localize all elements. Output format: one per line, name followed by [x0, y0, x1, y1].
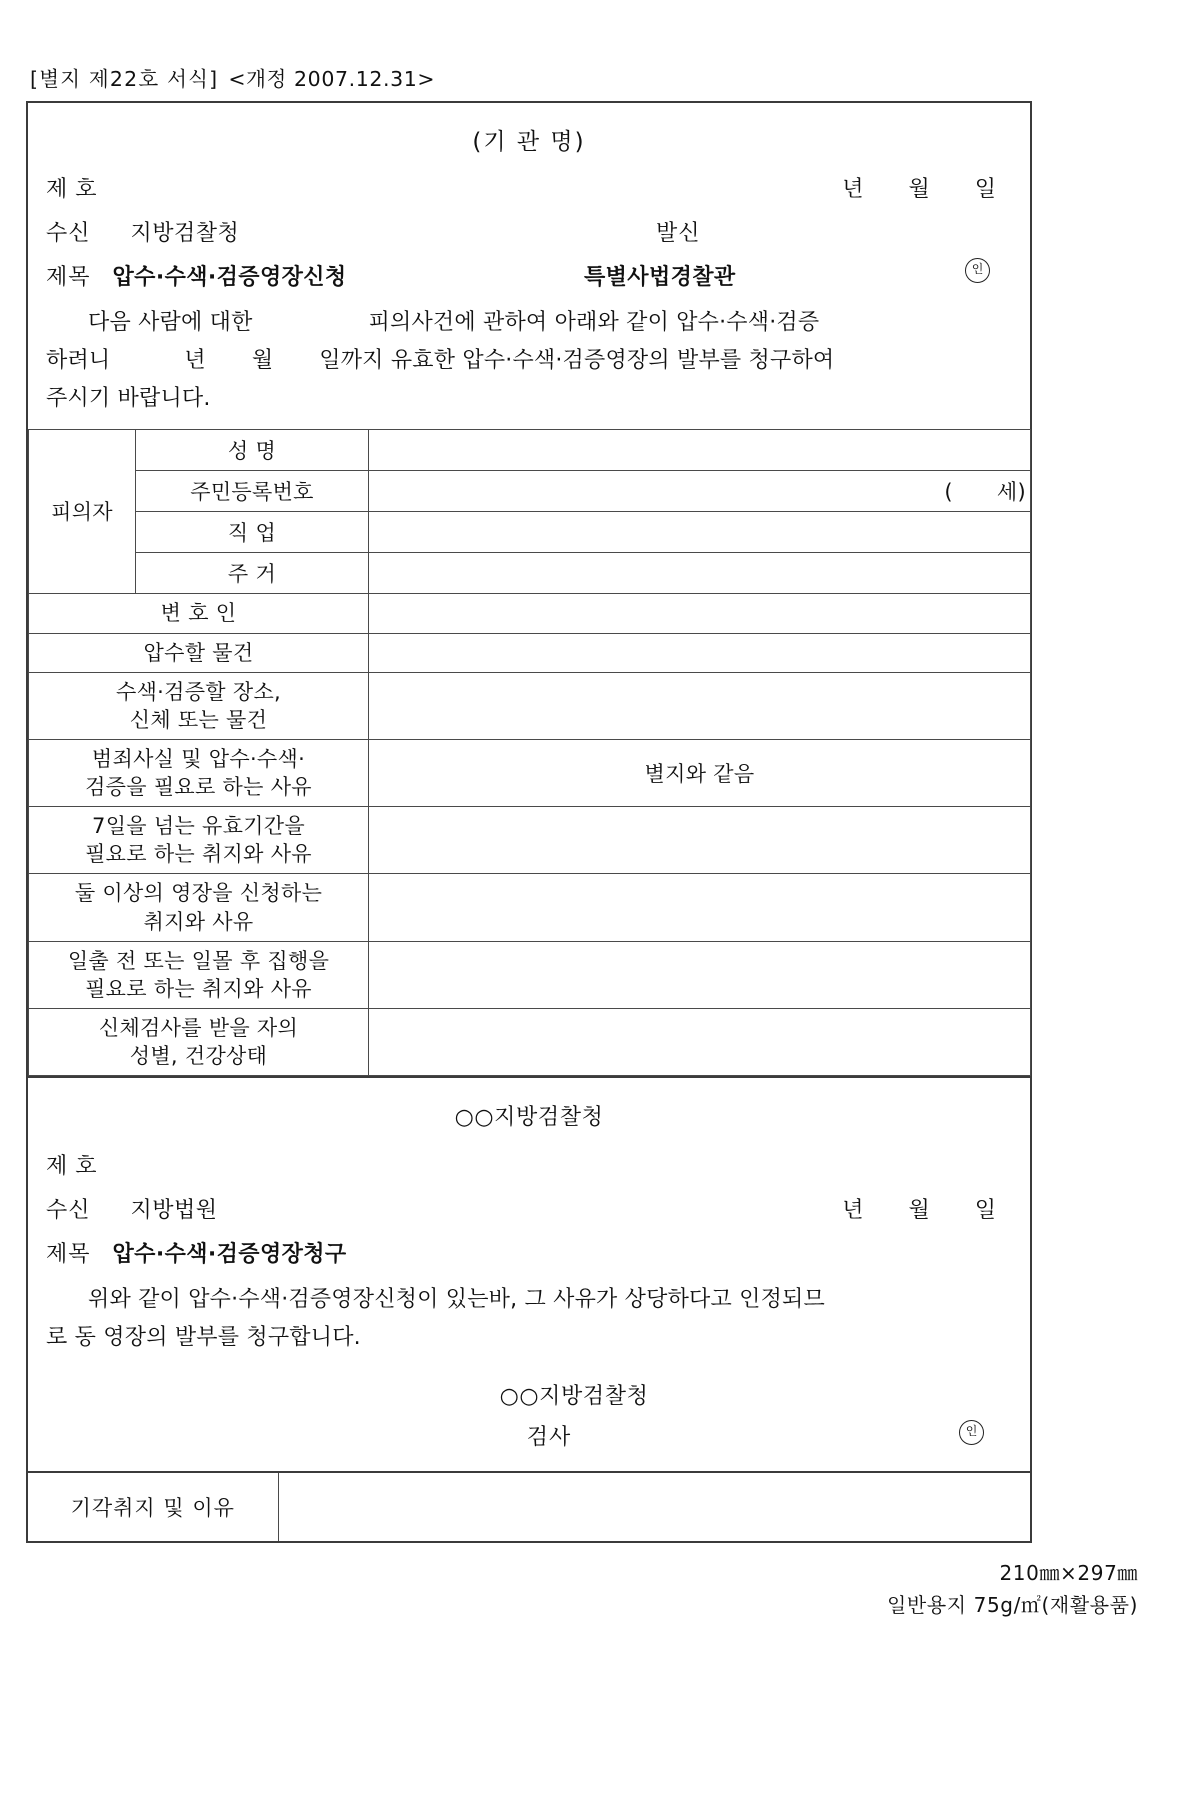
- table-row: [29, 739, 1031, 806]
- recipient-label: 수신: [46, 221, 91, 246]
- table-row: [29, 512, 1031, 553]
- body-line2-a: 하려니: [46, 347, 111, 373]
- prosecutor-section: [28, 1076, 1030, 1471]
- warrant-details-table: [28, 429, 1031, 1076]
- recipient-value: 지방검찰청: [130, 221, 240, 246]
- seal-icon: 인: [965, 258, 990, 283]
- date-year-label: 년: [842, 177, 864, 202]
- signature-title: 검사: [526, 1424, 572, 1450]
- recipient-row: [46, 216, 1012, 247]
- prosecutor-recipient-value: 지방법원: [130, 1198, 218, 1224]
- body-line1-b: 피의사건에 관하여 아래와 같이 압수·수색·검증: [368, 310, 820, 335]
- paper-size-text: 210㎜×297㎜: [999, 1560, 1138, 1585]
- prosecutor-date-month-label: 월: [908, 1198, 930, 1224]
- body-exam-subject-value[interactable]: [369, 1008, 1031, 1075]
- table-row: [29, 874, 1031, 941]
- sender-label: 발신: [656, 221, 701, 246]
- prosecutor-body-line1: 위와 같이 압수·수색·검증영장신청이 있는바, 그 사유가 상당하다고 인정되므: [88, 1287, 825, 1313]
- items-to-seize-value[interactable]: [369, 633, 1031, 672]
- prosecutor-recipient-label: 수신: [46, 1198, 91, 1224]
- form-frame: [26, 101, 1032, 1543]
- body-line2-month: 월: [251, 347, 274, 373]
- prosecutor-document-number-row: [46, 1149, 1012, 1180]
- extended-validity-value[interactable]: [369, 807, 1031, 874]
- paper-spec-text: 일반용지 75g/㎡(재활용품): [886, 1593, 1138, 1618]
- seal-icon: 인: [959, 1420, 984, 1445]
- multiple-warrants-label: 둘 이상의 영장을 신청하는 취지와 사유: [29, 874, 369, 941]
- crime-facts-reason-value[interactable]: 별지와 같음: [369, 739, 1031, 806]
- document-number-label: 제 호: [46, 177, 97, 202]
- form-id-text: [별지 제22호 서식]: [30, 67, 219, 91]
- prosecutor-date-day-label: 일: [974, 1198, 996, 1224]
- body-line3: 주시기 바랍니다.: [46, 385, 211, 411]
- items-to-seize-label: 압수할 물건: [29, 633, 369, 672]
- date-day-label: 일: [974, 177, 996, 202]
- table-row: [29, 633, 1031, 672]
- subject-row: [46, 260, 1012, 291]
- subject-value: 압수·수색·검증영장신청: [112, 265, 347, 290]
- extended-validity-label: 7일을 넘는 유효기간을 필요로 하는 취지와 사유: [29, 807, 369, 874]
- form-revision-text: <개정 2007.12.31>: [228, 67, 436, 91]
- suspect-name-label: 성 명: [136, 430, 369, 471]
- night-execution-label: 일출 전 또는 일몰 후 집행을 필요로 하는 취지와 사유: [29, 941, 369, 1008]
- document-number-row: [46, 172, 1012, 203]
- table-row: [29, 594, 1031, 633]
- prosecutor-subject-label: 제목: [46, 1242, 91, 1268]
- prosecutor-date-fields: [842, 1193, 996, 1224]
- agency-name: (기 관 명): [472, 129, 586, 155]
- prosecutor-subject-row: [46, 1237, 1012, 1268]
- night-execution-value[interactable]: [369, 941, 1031, 1008]
- table-row: [29, 430, 1031, 471]
- table-row: [29, 471, 1031, 512]
- prosecutor-subject-value: 압수·수색·검증영장청구: [112, 1242, 347, 1268]
- body-line2-year: 년: [184, 347, 206, 373]
- body-line1-a: 다음 사람에 대한: [88, 310, 253, 335]
- suspect-occupation-value[interactable]: [369, 512, 1031, 553]
- age-unit-label: 세): [996, 480, 1026, 505]
- rejection-reason-value[interactable]: [278, 1472, 1030, 1541]
- prosecutor-document-number-label: 제 호: [46, 1154, 97, 1180]
- rejection-reason-label: 기각취지 및 이유: [28, 1472, 278, 1541]
- suspect-residentid-value[interactable]: [369, 471, 1031, 512]
- table-row: [29, 553, 1031, 594]
- applicant-section: [28, 103, 1030, 429]
- body-exam-subject-label: 신체검사를 받을 자의 성별, 건강상태: [29, 1008, 369, 1075]
- officer-title: 특별사법경찰관: [584, 265, 736, 290]
- applicant-body-text: [46, 304, 1012, 417]
- signature-line: [46, 1420, 1012, 1451]
- prosecutor-body-line2: 로 동 영장의 발부를 청구합니다.: [46, 1325, 361, 1351]
- page-footer: [26, 1557, 1156, 1622]
- suspect-address-value[interactable]: [369, 553, 1031, 594]
- signature-office-name: ○○지방검찰청: [499, 1383, 649, 1409]
- body-line2-b: 일까지 유효한 압수·수색·검증영장의 발부를 청구하여: [319, 347, 835, 373]
- suspect-name-value[interactable]: [369, 430, 1031, 471]
- date-month-label: 월: [908, 177, 930, 202]
- defense-counsel-value[interactable]: [369, 594, 1031, 633]
- prosecutor-date-year-label: 년: [842, 1198, 864, 1224]
- multiple-warrants-value[interactable]: [369, 874, 1031, 941]
- rejection-table: [28, 1471, 1030, 1541]
- form-id-line: [30, 62, 1156, 92]
- prosecutor-office-name: ○○지방검찰청: [454, 1105, 604, 1131]
- table-row: [28, 1472, 1030, 1541]
- suspect-occupation-label: 직 업: [136, 512, 369, 553]
- crime-facts-reason-label: 범죄사실 및 압수·수색· 검증을 필요로 하는 사유: [29, 739, 369, 806]
- subject-label: 제목: [46, 265, 91, 290]
- search-location-value[interactable]: [369, 672, 1031, 739]
- suspect-residentid-label: 주민등록번호: [136, 471, 369, 512]
- prosecutor-recipient-row: [46, 1193, 1012, 1224]
- search-location-label: 수색·검증할 장소, 신체 또는 물건: [29, 672, 369, 739]
- age-open-paren: (: [944, 480, 953, 505]
- suspect-address-label: 주 거: [136, 553, 369, 594]
- prosecutor-body-text: [46, 1281, 1012, 1357]
- table-row: [29, 672, 1031, 739]
- table-row: [29, 807, 1031, 874]
- defense-counsel-label: 변 호 인: [29, 594, 369, 633]
- table-row: [29, 1008, 1031, 1075]
- table-row: [29, 941, 1031, 1008]
- suspect-group-label: 피의자: [29, 430, 136, 594]
- date-fields: [842, 172, 996, 203]
